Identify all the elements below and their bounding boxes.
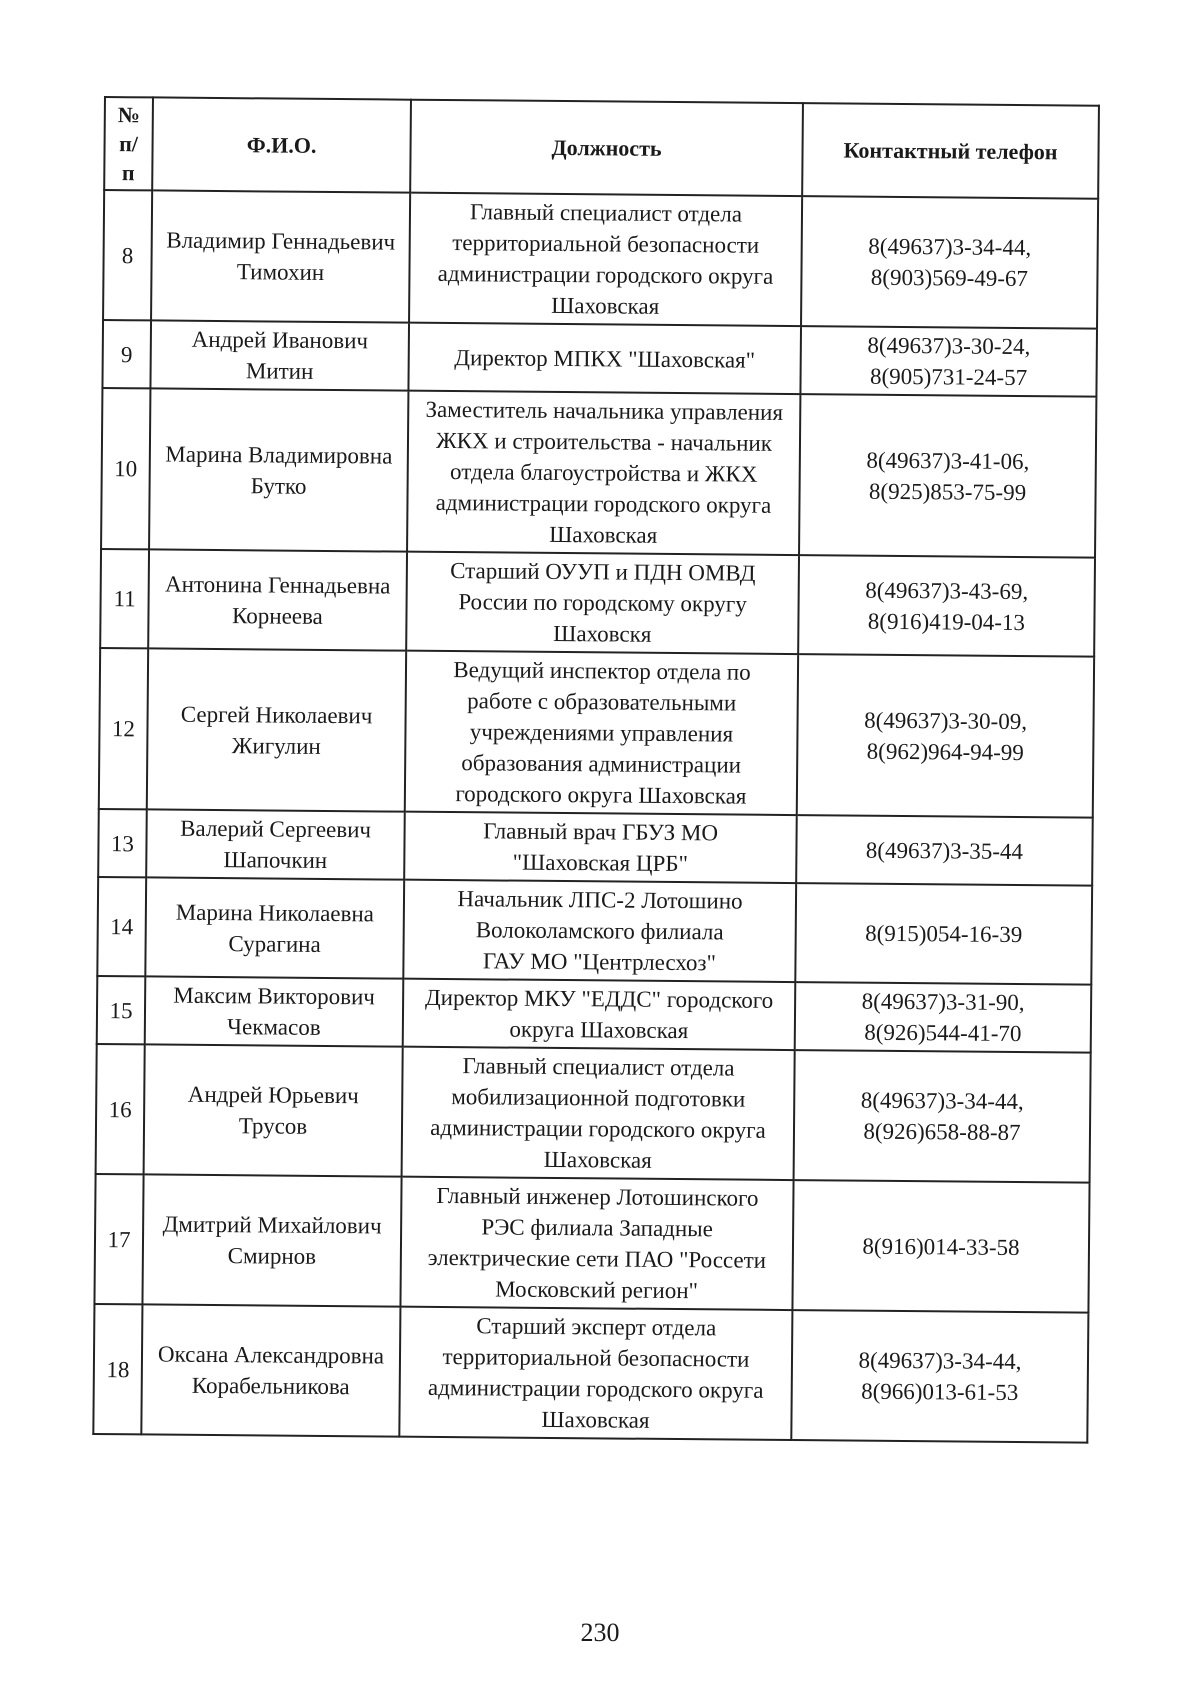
person-position-line: Главный инженер Лотошинского [436,1182,759,1211]
person-position-line: электрические сети ПАО "Россети [427,1244,767,1273]
table-row [97,877,1092,985]
contact-phone-line: 8(49637)3-34-44, [858,1347,1022,1375]
person-name-line: Сурагина [228,930,321,957]
person-position [407,391,800,555]
contact-phone-line: 8(903)569-49-67 [870,264,1029,292]
person-name [142,1174,401,1306]
header-position: Должность [410,100,803,196]
person-position-line: Московский регион" [495,1276,699,1304]
person-name [148,549,407,650]
header-num-line: п [121,160,135,186]
row-number: 14 [97,877,146,976]
table-body [93,190,1098,1443]
contact-phone-line: 8(49637)3-34-44, [868,233,1032,261]
person-name-line: Жигулин [231,732,321,759]
person-name [150,320,409,390]
row-number: 11 [100,549,149,648]
contact-phone-line: 8(49637)3-43-69, [865,577,1029,604]
person-name-line: Чекмасов [227,1014,321,1040]
header-num-line: № [117,102,140,128]
contact-phone-line: 8(49637)3-31-90, [861,988,1025,1016]
contact-phone [801,196,1098,329]
person-position-line: "Шаховская ЦРБ" [512,849,689,877]
person-name-line: Андрей Иванович [191,326,369,354]
person-position [408,323,801,394]
person-name [147,648,406,811]
person-position [406,552,799,654]
contact-phone-line: 8(49637)3-34-44, [860,1087,1024,1115]
person-position-line: РЭС филиала Западные [481,1214,714,1242]
person-name-line: Тимохин [236,259,325,285]
person-name [141,1304,400,1436]
person-position-line: Главный специалист отдела [462,1053,735,1081]
contact-phone [799,394,1096,558]
person-name-line: Смирнов [227,1243,317,1269]
row-number: 17 [94,1174,143,1304]
row-number: 15 [97,976,146,1044]
person-name-line: Марина Владимировна [165,441,393,469]
table-header-row [104,97,1099,199]
contact-phone [794,1050,1091,1183]
person-name [144,1044,403,1176]
header-num [104,97,153,190]
table-row [96,1044,1091,1183]
row-number: 16 [96,1044,145,1174]
table-row [94,1174,1089,1313]
person-position-line: администрации городского округа [430,1114,766,1143]
contact-phone-line: 8(966)013-61-53 [861,1378,1019,1406]
person-position-line: Заместитель начальника управления [425,396,784,425]
person-name [149,388,408,551]
person-name-line: Владимир Геннадьевич [166,227,396,255]
person-name-line: Валерий Сергеевич [180,815,372,843]
person-position-line: Старший эксперт отдела [476,1313,717,1341]
table-row [103,190,1098,329]
contact-phone [798,555,1095,657]
person-position [402,1047,795,1180]
person-position-line: России по городскому округу [458,589,747,617]
contact-phone-line: 8(905)731-24-57 [869,363,1028,391]
person-position-line: Главный врач ГБУЗ МО [483,818,719,846]
contact-phone-line: 8(49637)3-35-44 [865,837,1024,864]
person-name-line: Дмитрий Михайлович [162,1211,382,1239]
contact-phone-line: 8(49637)3-41-06, [866,447,1030,474]
contact-phone-line: 8(926)658-88-87 [863,1118,1021,1146]
person-name [145,877,404,978]
person-position-line: Шаховская [541,1406,650,1433]
person-name-line: Оксана Александровна [157,1341,385,1369]
person-position-line: Главный специалист отдела [469,199,743,227]
person-position-line: ГАУ МО "Центрлесхоз" [482,948,717,976]
row-number: 13 [98,809,147,877]
person-position-line: Директор МКУ "ЕДДС" городского [424,984,774,1013]
person-name-line: Сергей Николаевич [180,701,373,728]
person-position-line: работе с образовательными [467,688,737,716]
contact-phone-line: 8(49637)3-30-24, [867,332,1031,360]
table-row [97,976,1092,1053]
person-name-line: Корнеева [232,602,323,629]
person-position [409,193,802,326]
contact-phone-line: 8(925)853-75-99 [868,478,1027,505]
person-position-line: образования администрации [461,750,742,778]
contact-phone [791,1310,1088,1443]
person-position-line: Шаховскя [553,620,652,647]
contacts-table [92,96,1100,1444]
header-num-line: п/ [119,131,139,157]
header-fio: Ф.И.О. [152,97,411,192]
table-row [93,1304,1088,1443]
contact-phone-line: 8(915)054-16-39 [865,920,1023,948]
person-position-line: Ведущий инспектор отдела по [453,657,751,685]
contact-phone-line: 8(916)419-04-13 [867,608,1026,635]
person-position-line: администрации городского округа [427,1374,764,1403]
table-row [100,549,1095,657]
person-name-line: Трусов [238,1113,308,1139]
person-position [403,880,796,982]
person-position-line: учреждениями управления [469,719,734,747]
person-position-line: округа Шаховская [509,1016,689,1044]
contact-phone [795,883,1092,985]
table-row [101,388,1096,558]
person-position [400,1177,793,1310]
person-position [404,812,797,883]
contact-phone [792,1180,1089,1313]
contact-phone [796,815,1093,886]
person-name-line: Митин [245,358,314,384]
row-number: 9 [102,320,151,388]
person-name-line: Андрей Юрьевич [187,1081,359,1109]
person-position-line: городского округа Шаховская [455,781,747,809]
person-name-line: Марина Николаевна [175,899,375,926]
person-name [146,809,405,879]
header-phone: Контактный телефон [802,103,1099,199]
person-position-line: мобилизационной подготовки [451,1084,746,1112]
person-position-line: Старший ОУУП и ПДН ОМВД [450,558,756,586]
contact-phone [795,982,1092,1053]
person-name [145,976,404,1046]
row-number: 10 [101,388,150,549]
person-position-line: Волоколамского филиала [475,917,724,945]
person-position-line: территориальной безопасности [452,230,760,258]
person-position-line: Шаховская [549,521,658,548]
person-position-line: территориальной безопасности [442,1344,750,1372]
person-name-line: Максим Викторович [173,982,376,1010]
contact-phone [797,654,1094,818]
person-position [399,1307,792,1440]
person-name-line: Шапочкин [223,847,328,873]
table-row [98,809,1093,886]
person-position-line: администрации городского округа [435,489,772,518]
person-name [151,190,410,322]
person-position-line: Шаховская [543,1146,652,1173]
person-name-line: Антонина Геннадьевна [164,571,391,599]
contact-phone-line: 8(962)964-94-99 [866,738,1024,765]
person-position-line: Начальник ЛПС-2 Лотошино [457,886,743,914]
contact-phone-line: 8(916)014-33-58 [862,1233,1020,1260]
person-position [403,979,796,1050]
row-number: 8 [103,190,152,320]
person-position-line: Директор МПКХ "Шаховская" [454,344,756,373]
person-position-line: отдела благоустройства и ЖКХ [449,459,758,487]
person-position [405,651,798,815]
contact-phone-line: 8(49637)3-30-09, [864,707,1028,734]
contact-phone [800,326,1097,397]
person-position-line: администрации городского округа [437,260,774,289]
person-name-line: Корабельникова [191,1372,350,1400]
page-number: 230 [580,1618,620,1647]
table-row [102,320,1097,397]
person-position-line: Шаховская [551,292,660,319]
row-number: 18 [93,1304,142,1434]
person-name-line: Бутко [250,472,307,499]
person-position-line: ЖКХ и строительства - начальник [435,427,773,456]
contact-phone-line: 8(926)544-41-70 [864,1019,1022,1047]
row-number: 12 [99,648,148,809]
table-row [99,648,1094,818]
